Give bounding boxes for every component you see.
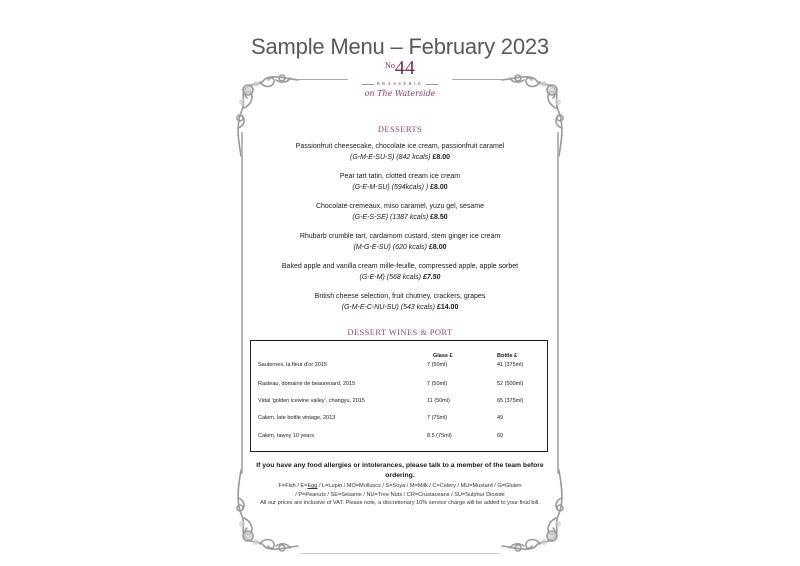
- column-header-bottle: Bottle £: [497, 353, 518, 359]
- dish-price: £7.50: [422, 274, 441, 281]
- dish-kcals: (568 kcals): [386, 274, 421, 281]
- dish-description: Passionfruit cheesecake, chocolate ice cream, passionfruit caramel: [295, 143, 505, 150]
- wine-glass-price: 7 (50ml): [427, 362, 448, 368]
- dish-kcals: (1387 kcals): [390, 214, 429, 221]
- table-row: [251, 415, 547, 423]
- wine-name: Rasteau, domaine de beaurenard, 2015: [258, 381, 356, 387]
- dessert-item: [0, 261, 800, 283]
- legend-text: / L=Lupin / MO=Molluscs / S=Soya / M=Milk / C=Celery / MU=Mustard / G=Gluten: [317, 483, 522, 489]
- logo-number: 44: [394, 57, 415, 79]
- dessert-item: [0, 291, 800, 313]
- wine-name: Calem, late bottle vintage, 2013: [258, 415, 336, 421]
- dish-kcals: (543 kcals): [400, 304, 435, 311]
- dish-price: £8.50: [430, 214, 448, 221]
- column-header-glass: Glass £: [433, 353, 453, 359]
- dish-price: £14.00: [436, 304, 459, 311]
- logo-subtitle: BRASSERIE: [350, 81, 450, 86]
- wine-glass-price: 7 (50ml): [427, 381, 448, 387]
- dish-allergens: (G-M-E-SU-S): [350, 154, 395, 161]
- wine-price-table: [250, 340, 548, 452]
- table-row: [251, 362, 547, 370]
- dish-price: £8.00: [430, 184, 448, 191]
- brasserie-logo: [350, 57, 450, 98]
- dessert-item: [0, 171, 800, 193]
- legend-text: / P=Peanuts / SE=Sesame / NU=Tree Nuts / CR=Crustaceans / SU=Sulphur Dioxide: [295, 491, 505, 498]
- dish-allergens: (G-E-M-SU): [352, 184, 390, 191]
- dish-price: £8.00: [432, 154, 450, 161]
- dish-description: Rhubarb crumble tart, cardamom custard, stem ginger ice cream: [299, 233, 501, 240]
- desserts-heading: DESSERTS: [377, 124, 423, 134]
- dish-allergens: (M-G-E-SU): [353, 244, 391, 251]
- table-row: [251, 381, 547, 389]
- wine-bottle-price: 60: [497, 433, 504, 439]
- wine-glass-price: 8.5 (75ml): [427, 433, 452, 439]
- wine-name: Calem, tawny 10 years: [258, 433, 314, 439]
- logo-tagline: on The Waterside: [364, 89, 436, 98]
- wines-heading: DESSERT WINES & PORT: [347, 327, 453, 337]
- dish-allergens: (G-M-E-C-NU-SU): [341, 304, 399, 311]
- dish-description: British cheese selection, fruit chutney, crackers, grapes: [314, 293, 486, 300]
- wine-bottle-price: 52 (500ml): [497, 381, 524, 387]
- vat-notice: All our prices are inclusive of VAT. Please note, a discretionary 10% service charge will be added to your final bill.: [260, 500, 540, 506]
- dish-description: Pear tart tatin, clotted cream ice cream: [339, 173, 461, 180]
- dish-price: £8.00: [428, 244, 447, 251]
- table-row: [251, 398, 547, 406]
- wine-bottle-price: 49: [497, 415, 504, 421]
- document-title: Sample Menu – February 2023: [251, 34, 549, 59]
- allergen-legend: [250, 482, 550, 499]
- dish-allergens: (G-E-S-SE): [352, 214, 389, 221]
- allergy-notice: If you have any food allergies or intolerances, please talk to a member of the team before ordering.: [256, 462, 544, 479]
- dish-kcals: (620 kcals): [392, 244, 428, 251]
- dessert-item: [0, 141, 800, 163]
- legend-egg: Egg: [307, 483, 318, 489]
- logo-no: No: [385, 61, 395, 70]
- wine-bottle-price: 65 (375ml): [497, 398, 524, 404]
- wine-name: Vidal 'golden icewine valley', changyu, 2015: [258, 398, 365, 404]
- dish-description: Chocolate cremeaux, miso caramel, yuzu gel, sesame: [315, 203, 485, 210]
- dish-kcals: (594kcals) ): [391, 184, 429, 191]
- dessert-item: [0, 231, 800, 253]
- legend-text: F=Fish / E=: [278, 483, 308, 489]
- dish-description: Baked apple and vanilla cream mille-feuille, compressed apple, apple sorbet: [281, 263, 519, 270]
- dish-kcals: (842 kcals): [396, 154, 431, 161]
- frame-top-left-rule: [292, 79, 348, 80]
- wine-name: Sauternes, la fleur d'or 2015: [258, 362, 327, 368]
- dish-allergens: (G-E-M): [359, 274, 385, 281]
- wine-glass-price: 7 (75ml): [427, 415, 448, 421]
- dessert-item: [0, 201, 800, 223]
- wine-glass-price: 11 (50ml): [427, 398, 450, 404]
- table-row: [251, 433, 547, 441]
- wine-bottle-price: 41 (375ml): [497, 362, 524, 368]
- frame-bottom-rule: [300, 553, 500, 554]
